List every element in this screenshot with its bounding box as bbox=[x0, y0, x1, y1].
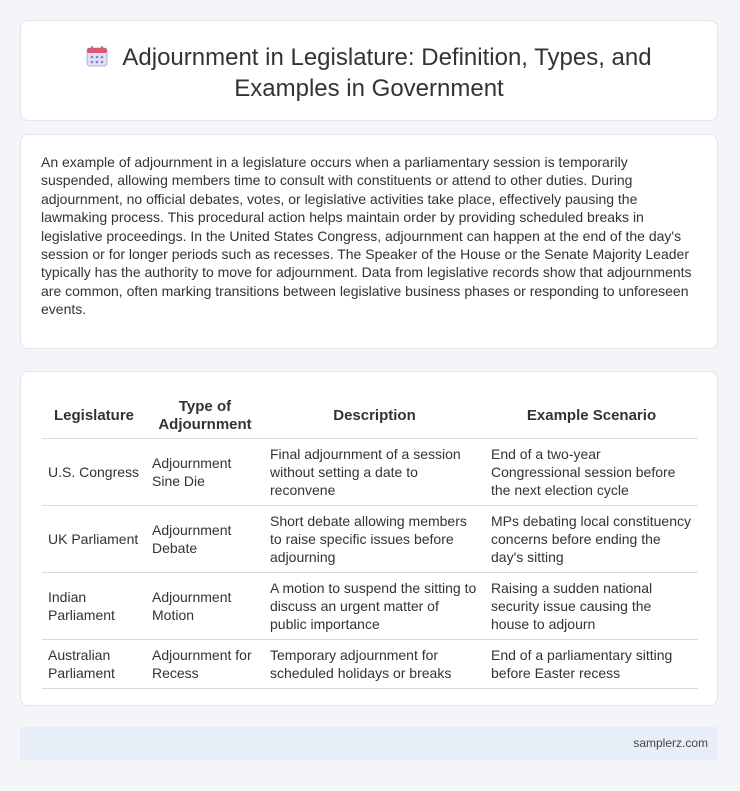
adjournment-table bbox=[42, 394, 698, 689]
cell-description: A motion to suspend the sitting to discuss an urgent matter of public importance bbox=[264, 573, 485, 640]
cell-description: Short debate allowing members to raise specific issues before adjourning bbox=[264, 506, 485, 573]
footer-bar bbox=[20, 727, 718, 760]
cell-description: Final adjournment of a session without setting a date to reconvene bbox=[264, 439, 485, 506]
cell-legislature: UK Parliament bbox=[42, 506, 146, 573]
cell-legislature: Indian Parliament bbox=[42, 573, 146, 640]
cell-type: Adjournment Motion bbox=[146, 573, 264, 640]
header-example: Example Scenario bbox=[485, 394, 698, 439]
table-row bbox=[42, 506, 698, 573]
cell-example: MPs debating local constituency concerns before ending the day's sitting bbox=[485, 506, 698, 573]
table-row bbox=[42, 640, 698, 689]
table-row bbox=[42, 439, 698, 506]
header-description: Description bbox=[264, 394, 485, 439]
header-type: Type of Adjournment bbox=[146, 394, 264, 439]
cell-legislature: Australian Parliament bbox=[42, 640, 146, 689]
intro-paragraph: An example of adjournment in a legislature occurs when a parliamentary session is temporarily suspended, allowing members time to consult with constituents or attend to other duties. During adjournment, no official debates, votes, or legislative activities take place, effectively pausing the lawmaking process. This procedural action helps maintain order by providing scheduled breaks in legislative proceedings. In the United States Congress, adjournment can happen at the end of the day's session or for longer periods such as recesses. The Speaker of the House or the Senate Majority Leader typically has the authority to move for adjournment. Data from legislative records show that adjournments are common, often marking transitions between legislative business phases or responding to unforeseen events. bbox=[41, 154, 692, 318]
cell-example: End of a two-year Congressional session before the next election cycle bbox=[485, 439, 698, 506]
footer-site-link[interactable]: samplerz.com bbox=[633, 736, 708, 750]
header-legislature: Legislature bbox=[42, 394, 146, 439]
title-line-1: Adjournment in Legislature: Definition, Types, and bbox=[122, 44, 652, 71]
cell-description: Temporary adjournment for scheduled holidays or breaks bbox=[264, 640, 485, 689]
cell-type: Adjournment Sine Die bbox=[146, 439, 264, 506]
cell-example: Raising a sudden national security issue causing the house to adjourn bbox=[485, 573, 698, 640]
cell-legislature: U.S. Congress bbox=[42, 439, 146, 506]
table-header-row bbox=[42, 394, 698, 439]
title-card bbox=[20, 20, 718, 121]
cell-type: Adjournment for Recess bbox=[146, 640, 264, 689]
table-row bbox=[42, 573, 698, 640]
title-line-2: Examples in Government bbox=[234, 75, 504, 102]
table-card bbox=[20, 371, 718, 706]
cell-example: End of a parliamentary sitting before Easter recess bbox=[485, 640, 698, 689]
calendar-icon bbox=[86, 45, 108, 74]
cell-type: Adjournment Debate bbox=[146, 506, 264, 573]
intro-card bbox=[20, 134, 718, 349]
page-title bbox=[21, 43, 717, 103]
